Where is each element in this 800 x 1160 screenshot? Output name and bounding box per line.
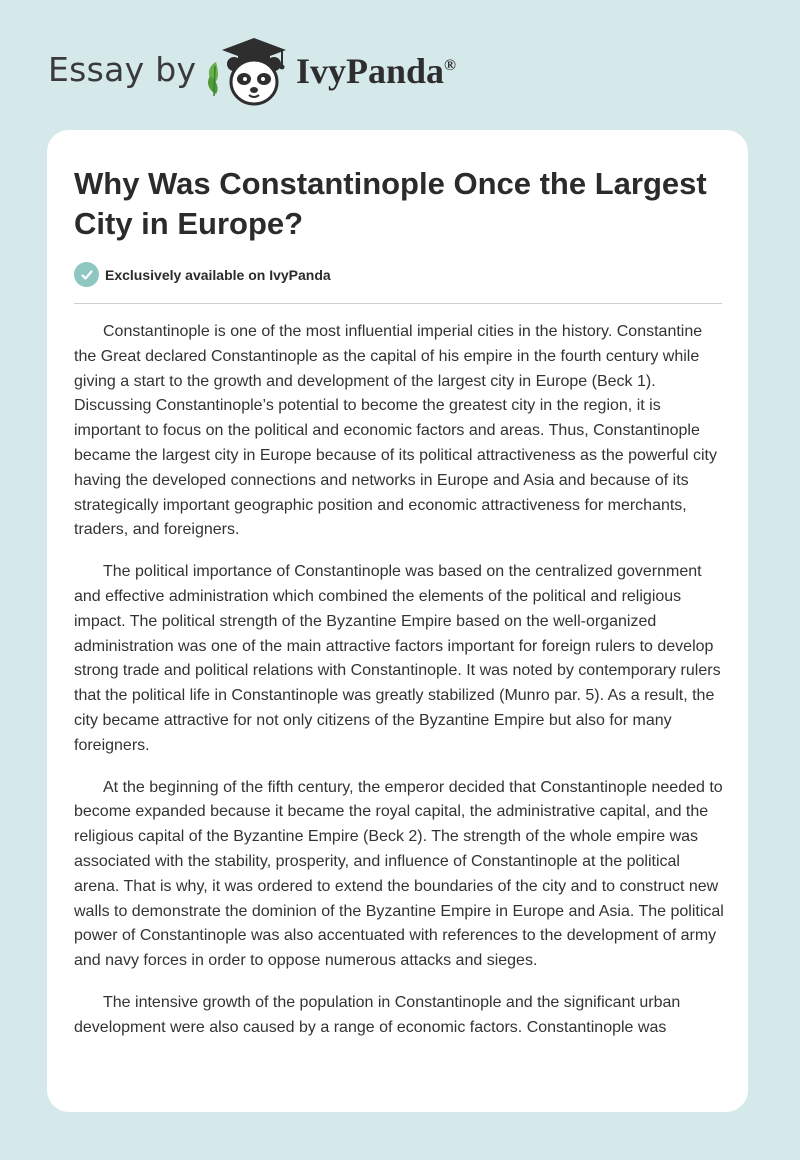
page-title: Why Was Constantinople Once the Largest City in Europe? [74, 166, 707, 241]
essay-card [47, 130, 748, 1112]
site-header [0, 0, 800, 120]
panda-logo-icon[interactable] [204, 36, 292, 108]
divider [74, 303, 722, 304]
essay-by-label: Essay by [48, 50, 197, 89]
badge-label: Exclusively available on IvyPanda [105, 266, 331, 283]
paragraph: At the beginning of the fifth century, the emperor decided that Constantinople needed to become expanded because it became the royal capital, the administrative capital, and the religious capital of the Byzantine Empire (Beck 2). The strength of the whole empire was associated with the stability, prosperity, and influence of Constantinople at the political arena. That is why, it was ordered to extend the boundaries of the city and to construct new walls to demonstrate the dominion of the Byzantine Empire in Europe and Asia. The political power of Constantinople was also accentuated with references to the development of army and navy forces in order to oppose numerous attacks and sieges. [74, 778, 724, 970]
paragraph: Constantinople is one of the most influential imperial cities in the history. Constantine the Great declared Constantinople as the capital of his empire in the fourth century while giving a start to the growth and development of the largest city in Europe (Beck 1). Discussing Constantinople’s potential to become the greatest city in the region, it is important to focus on the political and economic factors and areas. Thus, Constantinople became the largest city in Europe because of its political attractiveness as the powerful city having the developed connections and networks in Europe and Asia and because of its strategically important geographic position and economic attractiveness for merchants, traders, and foreigners. [74, 323, 717, 539]
brand-text: IvyPanda [296, 51, 445, 91]
paragraph: The intensive growth of the population in Constantinople and the significant urban development were also caused by a range of economic factors. Constantinople was [74, 993, 681, 1036]
registered-mark: ® [444, 57, 456, 74]
check-icon [74, 262, 99, 287]
exclusive-badge [74, 262, 331, 287]
essay-body [74, 320, 724, 1058]
brand-name[interactable] [296, 50, 456, 92]
paragraph: The political importance of Constantinople was based on the centralized government and effective administration which combined the elements of the political and religious impact. The political strength of the Byzantine Empire based on the well-organized administration was one of the main attractive factors important for foreign rulers to develop strong trade and political relations with Constantinople. It was noted by contemporary rulers that the political life in Constantinople was greatly stabilized (Munro par. 5). As a result, the city became attractive for not only citizens of the Byzantine Empire but also for many foreigners. [74, 563, 721, 754]
